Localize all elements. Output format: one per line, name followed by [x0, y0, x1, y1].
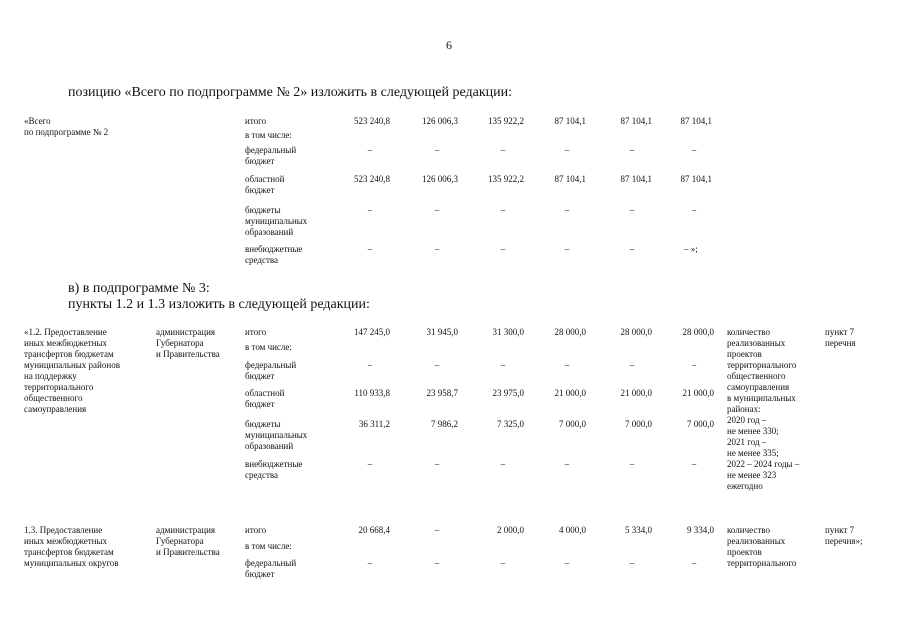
- block2-executor: администрация Губернатора и Правительства: [156, 327, 220, 359]
- block2-label-federal: федеральный бюджет: [245, 360, 297, 381]
- block1-regional-v4: 87 104,1: [554, 174, 586, 184]
- block1-extrabudget-v2: –: [434, 244, 440, 254]
- heading-points: пункты 1.2 и 1.3 изложить в следующей редакции:: [68, 297, 370, 312]
- block2-regional-v1: 110 933,8: [354, 388, 390, 398]
- block2-total-v2: 31 945,0: [426, 327, 458, 337]
- heading-position-total: позицию «Всего по подпрограмме № 2» изложить в следующей редакции:: [68, 85, 513, 100]
- block1-regional-v1: 523 240,8: [354, 174, 390, 184]
- block2-indicator: количество реализованных проектов территориального общественного самоуправления в муниципальных районах: 2020 год – не менее 330; 2021 год – не менее 335; 2022 – 2024 годы – не менее 323 ежегодно: [727, 327, 800, 491]
- block1-label-federal: федеральный бюджет: [245, 145, 297, 166]
- block2-regional-v3: 23 975,0: [492, 388, 524, 398]
- block3-federal-v4: –: [564, 558, 570, 568]
- block1-total-v5: 87 104,1: [620, 116, 652, 126]
- block1-federal-v1: –: [367, 145, 373, 155]
- block3-total-v3: 2 000,0: [497, 525, 524, 535]
- block2-regional-v5: 21 000,0: [620, 388, 652, 398]
- block1-regional-v3: 135 922,2: [488, 174, 524, 184]
- block2-label-regional: областной бюджет: [245, 388, 285, 409]
- block3-label-including: в том числе:: [245, 541, 292, 551]
- block3-federal-v6: –: [691, 558, 697, 568]
- block2-federal-v3: –: [500, 360, 506, 370]
- block1-total-v6: 87 104,1: [680, 116, 712, 126]
- block1-label-total: итого: [245, 116, 267, 126]
- block3-reference: пункт 7 перечня»;: [825, 525, 863, 546]
- block2-label-municipal: бюджеты муниципальных образований: [245, 419, 308, 451]
- block3-label-federal: федеральный бюджет: [245, 558, 297, 579]
- block2-extrabudget-v3: –: [500, 459, 506, 469]
- block2-extrabudget-v4: –: [564, 459, 570, 469]
- block2-federal-v1: –: [367, 360, 373, 370]
- block2-municipal-v6: 7 000,0: [687, 419, 714, 429]
- block2-name: «1.2. Предоставление иных межбюджетных трансфертов бюджетам муниципальных районов на поддержку территориального общественного самоуправления: [24, 327, 120, 414]
- block1-regional-v6: 87 104,1: [680, 174, 712, 184]
- block1-name: «Всего по подпрограмме № 2: [24, 116, 109, 137]
- block1-federal-v6: –: [691, 145, 697, 155]
- block3-executor: администрация Губернатора и Правительства: [156, 525, 220, 557]
- block2-federal-v6: –: [691, 360, 697, 370]
- block2-extrabudget-v5: –: [629, 459, 635, 469]
- block2-total-v1: 147 245,0: [354, 327, 390, 337]
- block1-label-including: в том числе:: [245, 130, 292, 140]
- block3-federal-v1: –: [367, 558, 373, 568]
- block1-total-v4: 87 104,1: [554, 116, 586, 126]
- block1-extrabudget-v3: –: [500, 244, 506, 254]
- block2-municipal-v2: 7 986,2: [431, 419, 458, 429]
- block2-regional-v6: 21 000,0: [682, 388, 714, 398]
- block3-total-v2: –: [434, 525, 440, 535]
- block3-indicator: количество реализованных проектов территориального: [727, 525, 797, 568]
- block2-extrabudget-v2: –: [434, 459, 440, 469]
- block2-total-v3: 31 300,0: [492, 327, 524, 337]
- block2-regional-v2: 23 958,7: [426, 388, 458, 398]
- block2-label-extrabudget: внебюджетные средства: [245, 459, 303, 480]
- block2-regional-v4: 21 000,0: [554, 388, 586, 398]
- page-number: 6: [446, 38, 452, 52]
- block1-extrabudget-v4: –: [564, 244, 570, 254]
- block3-federal-v5: –: [629, 558, 635, 568]
- block1-label-regional: областной бюджет: [245, 174, 285, 195]
- block3-total-v6: 9 334,0: [687, 525, 714, 535]
- block3-total-v5: 5 334,0: [625, 525, 652, 535]
- block2-federal-v2: –: [434, 360, 440, 370]
- block3-label-total: итого: [245, 525, 267, 535]
- block1-municipal-v1: –: [367, 205, 373, 215]
- block2-extrabudget-v6: –: [691, 459, 697, 469]
- block2-total-v6: 28 000,0: [682, 327, 714, 337]
- block1-total-v2: 126 006,3: [422, 116, 458, 126]
- block1-label-municipal: бюджеты муниципальных образований: [245, 205, 308, 237]
- block1-extrabudget-v6: – »;: [684, 244, 698, 254]
- block2-municipal-v5: 7 000,0: [625, 419, 652, 429]
- block1-municipal-v2: –: [434, 205, 440, 215]
- block3-total-v1: 20 668,4: [358, 525, 390, 535]
- block2-label-total: итого: [245, 327, 267, 337]
- block1-regional-v5: 87 104,1: [620, 174, 652, 184]
- block2-federal-v5: –: [629, 360, 635, 370]
- block1-label-extrabudget: внебюджетные средства: [245, 244, 303, 265]
- block2-extrabudget-v1: –: [367, 459, 373, 469]
- block2-total-v4: 28 000,0: [554, 327, 586, 337]
- block3-name: 1.3. Предоставление иных межбюджетных трансфертов бюджетам муниципальных округов: [24, 525, 119, 568]
- block1-federal-v4: –: [564, 145, 570, 155]
- heading-subprogram-3: в) в подпрограмме № 3:: [68, 281, 210, 296]
- block2-municipal-v4: 7 000,0: [559, 419, 586, 429]
- block1-municipal-v5: –: [629, 205, 635, 215]
- block2-total-v5: 28 000,0: [620, 327, 652, 337]
- block1-federal-v2: –: [434, 145, 440, 155]
- block1-municipal-v6: –: [691, 205, 697, 215]
- block1-total-v3: 135 922,2: [488, 116, 524, 126]
- block1-extrabudget-v5: –: [629, 244, 635, 254]
- block1-regional-v2: 126 006,3: [422, 174, 458, 184]
- block2-label-including: в том числе:: [245, 342, 292, 352]
- block2-federal-v4: –: [564, 360, 570, 370]
- block3-total-v4: 4 000,0: [559, 525, 586, 535]
- block1-extrabudget-v1: –: [367, 244, 373, 254]
- block1-municipal-v4: –: [564, 205, 570, 215]
- block3-federal-v3: –: [500, 558, 506, 568]
- block3-federal-v2: –: [434, 558, 440, 568]
- block1-federal-v5: –: [629, 145, 635, 155]
- block1-total-v1: 523 240,8: [354, 116, 390, 126]
- block2-reference: пункт 7 перечня: [825, 327, 856, 348]
- block2-municipal-v1: 36 311,2: [358, 419, 390, 429]
- block1-municipal-v3: –: [500, 205, 506, 215]
- block1-federal-v3: –: [500, 145, 506, 155]
- block2-municipal-v3: 7 325,0: [497, 419, 524, 429]
